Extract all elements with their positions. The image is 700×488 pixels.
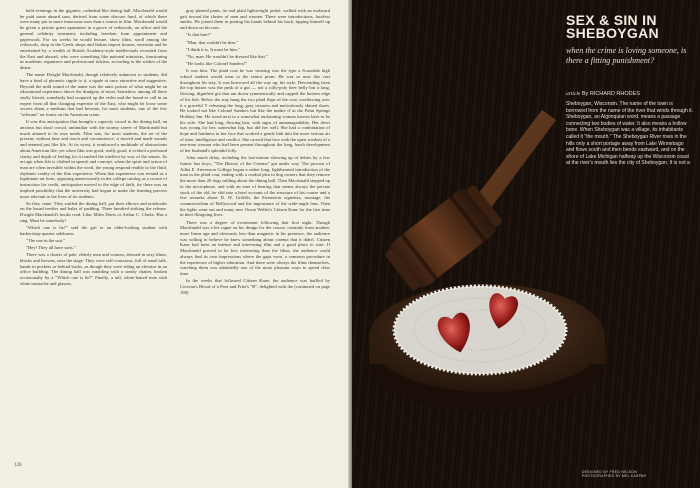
paragraph: held evenings in the gigantic, cathedral-like dining hall. Macdonald would be paid some absurd sum, derived from some obscure fund, of which there were many put to more innocuous uses than a course in film. Macdonald would be given a private guest apartment in a grove of redwoods, an office and the general celebrity treatment, including freedom from appointment and paperwork. For six weeks he would lecture, show films, stroll among the redwoods, drop in the Greek shops and Italian import houses, entertain and be entertained by a wealth of British Academy-style intellectuals recruited from the East and abroad, who were something like national ministers, functioning as academic organizers and professional ticklers, according to the wishes of the deans. (20, 8, 167, 71)
paragraph: "Man, that couldn't be him." (186, 39, 239, 45)
paragraph: "I think it is. It must be him." (186, 46, 240, 52)
photo-credit: PHOTOGRAPHED BY MEL KASPAR (582, 474, 647, 479)
paragraph: "Which one is he?" said the girl to an older-looking student with barbershop-quartet sideburns. (20, 225, 167, 236)
author-name: By RICHARD RHODES (581, 91, 640, 97)
headline-line: SEX & SIN IN (566, 12, 657, 28)
byline-prefix: article (566, 91, 581, 97)
article-deck: when the crime is loving someone, is there a fitting punishment? (566, 46, 687, 65)
paragraph: "No, man. He wouldn't be dressed like that." (186, 53, 268, 59)
paragraph: "Is that him?" (186, 32, 212, 38)
article-headline (566, 14, 694, 40)
byline (566, 91, 694, 97)
photo-credits (582, 470, 692, 479)
paragraph: "Hey! They all have suits." (26, 245, 76, 251)
lace-doily (394, 286, 566, 374)
paragraph: "The one in the suit." (26, 237, 66, 243)
design-credit: DESIGNED BY FRED NELSON (582, 470, 638, 474)
page-number: 128 (14, 463, 22, 468)
article-column-2 (180, 8, 330, 297)
paragraph: There was a cluster of pale, elderly men and women, dressed in sexy blues, blocks and browns, near the stage. They were self-conscious, full of small talk, hands in pockets or behind backs, as though they were riding an elevator in an office building. The dining hall was rumbling with a steady chatter, broken occasionally by a "Which one is he?" Finally, a tall, white-haired man with white mustache and glasses, (20, 252, 167, 286)
article-column-1 (20, 8, 167, 288)
paragraph: It was this anticipation that brought a capacity crowd to the dining hall, an anxious but aloof crowd, unfamiliar with the stormy career of Macdonald but much attuned to its own needs. Film was, for most students, the art of the present; without time and touch and circumstance, it moved and made sounds and seemed just like life. At its worst, it reinforced a multitude of abstractions about American life; yet when film was good, really good, it evoked a profound clarity and depth of feeling for it touched the intellect by way of the senses. Its art age when life is clothed in speech and concept, when the spirit and action of man are often invisible within the word, the young respond readily to the fluid, rhythmic reality of the film experience. When that experience was treated as a legitimate art form, opposing unnecessarily in the college catalog as a course of instruction for credit, anticipation moved to the edge of faith, for there was an implied possibility that the university had begun to make the learning process more relevant to the lives of its students. (20, 119, 167, 199)
intro-text: Sheboygan, Wisconsin. The name of the town is borrowed from the name of the river that winds through it. Sheboygan, an Algonquian word, means a passage connecting two bodies of water. It also means a hollow bone. When Sheboygan was a village, its inhabitants called it "the mouth." The Sheboygan River rises in the hills only a short portage away from Lake Winnebago and flows south and then bends eastward, and on the shore of Lake Michigan halfway up the Wisconsin coast at the river's mouth lies the city of Sheboygan. It is not a (566, 101, 694, 167)
right-page (352, 0, 700, 488)
paragraph: "He looks like Colonel Sanders!" (186, 61, 248, 67)
paragraph: There was a degree of excitement following that first night. Though Macdonald was a bit vague on his design for the course, certainly from another, more linear age and obviously less than magnetic in his presence, the audience was willing to believe he knew something about cinema that it didn't. Citizen Kane had been an intense and interesting film and a good place to start. If Macdonald proved to be less interesting than the films, the audience could always find its own impressions where the gaps were, a common procedure in the experience of higher education. And there were always the films themselves, watching them was admittedly one of the more pleasant ways to spend class time. (180, 219, 330, 276)
paragraph: In the weeks that followed Citizen Kane, the audience was baffled by Cocteau's Blood of a Poet and Fritz's "R". delighted with the (continued on page 190) (180, 278, 330, 295)
headline-line: SHEBOYGAN (566, 25, 659, 41)
paragraph: It was him. The plaid coat he was wearing was the type a Scarsdale high school student would wear to the senior prom. He was so near this cast throughout his stay. It was borrowed all the way up, his style. Descending from the top button was the peak of a gut — not a rolly-poly beer belly but a long, flowing, dignified gut that ran down symmetrically and capped the bottom edge of his belt. Below the stay hung the two plaid flaps of the coat, swallowing over it a graceful V releasing the long, gray trousers and meticulously shined shoes. He looked not like Colonel Sanders but like the maître d' at the Palm Springs Holiday Inn. He stood next to a somewhat enchanting woman known later to be his wife. She had long, flowing hair, with signs of unmanageability. Her dress was young for her, somewhat hip, but did her well. She had a combination of hope and fondness in her face that worked a gentle link into the more serious air of time, intelligence and conflict. She carried that face with the open wisdom of a one-man woman who had been present throughout the long, harsh development of her husband's splendid folly. (180, 68, 330, 154)
paragraph: So they came. They stuffed the dining hall, put their elbows and notebooks on the broad trestles and bales of padding. Three hundred striking the release. Dwight Macdonald's books read, Lilac Miles Davis or Arthur C. Clarke. Has a ring. Must be somebody! (20, 200, 167, 223)
paragraph: gray pleated pants, tie and plaid lightweight jacket, walked with an awkward gait toward the cluster of men and women. There were introductions, faceless smiles. He joined them in putting his hands behind his back, tipping himself up and down on his toes. (180, 8, 330, 31)
gavel-and-candy-photo (352, 0, 700, 488)
paragraph: The name Dwight Macdonald, though relatively unknown to students, did have a kind of phonetic ripple to it, a ripple at once attractive and suggestive. Beyond the mild sound of the name was the antic poison of what might be an educational experience above the drudgery of most. Somehow, among all these stuffy literati, somebody had conjured up the video and the brand to call in an expert from all that changing expertise of the East, who might let loose some secrets about a medium that had become, for most students, one of the few "relevant" art forms on the American scene. (20, 72, 167, 118)
paragraph: After much delay, including the last-minute showing up of debris by a few frantic bus boys, "The History of the Cinema" got under way. The provost of Adlai E. Stevenson College began a rather long, lighthearted introduction of the man in the plaid coat, ending with a cordial plea to dog owners that they remove the more than 20 dogs milling about the dining hall. Then Macdonald stepped up to the microphone, and with an ease of bearing that seems always the private stock of the old, he slid into a brief account of the structure of his course and a few remarks about D. W. Griffith, the Eisenstein vignettes, montage, the commercialism of Hollywood and the importance of the wide-angle lens. Then the lights went out and many new Orson Welles's Citizen Kane for the first time in their flimgoing lives. (180, 155, 330, 218)
